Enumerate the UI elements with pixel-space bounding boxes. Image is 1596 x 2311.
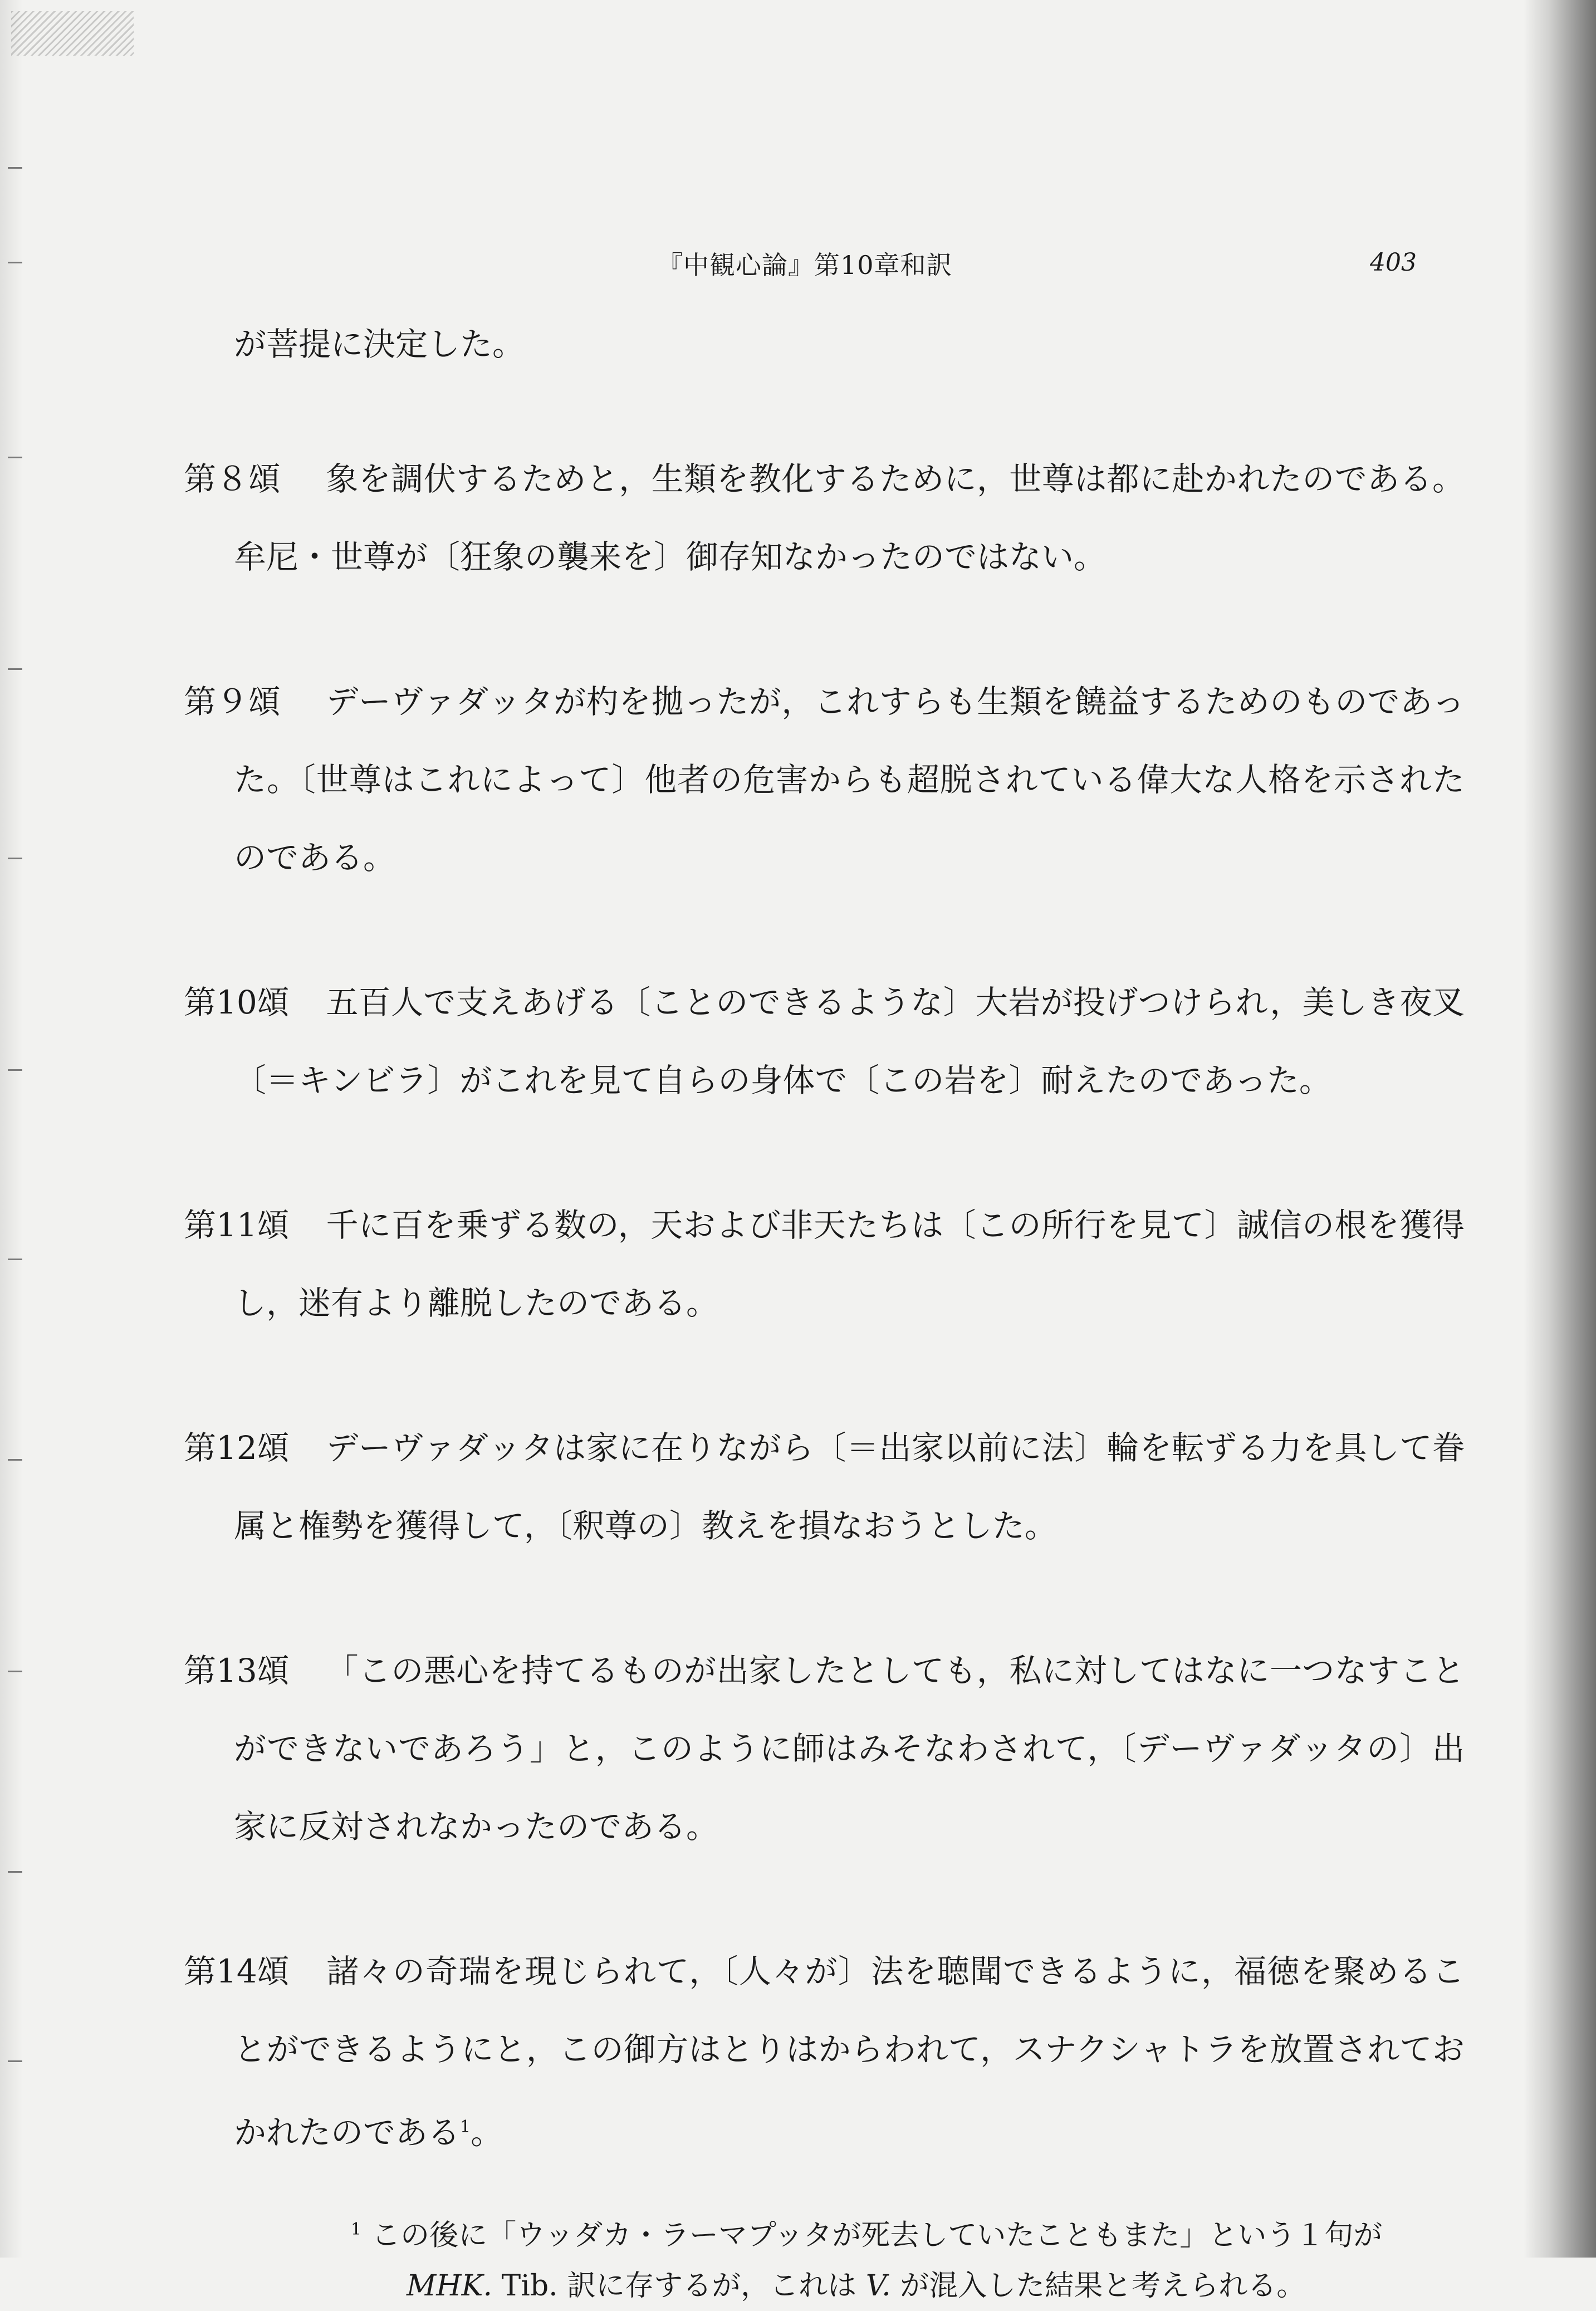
footnote [184, 2205, 1465, 2310]
page-number: 403 [1370, 248, 1417, 277]
verse-text: 「この悪心を持てるものが出家したとしても，私に対してはなに一つなすことができないであろう」と，このように師はみそなわされて，〔デーヴァダッタの〕出家に反対されなかったのである。 [234, 1652, 1465, 1845]
verse-text: 諸々の奇瑞を現じられて，〔人々が〕法を聴聞できるように，福徳を聚めることができるようにと，この御方はとりはからわれて，スナクシャトラを放置されておかれたのである [234, 1952, 1465, 2152]
scan-edge-right [1524, 0, 1596, 2258]
verse-11 [184, 1186, 1465, 1342]
running-title: 『中観心論』第10章和訳 [657, 250, 953, 280]
verse-14: 第14頌 諸々の奇瑞を現じられて，〔人々が〕法を聴聞できるように，福徳を聚めることができるようにと，この御方はとりはからわれて，スナクシャトラを放置されておかれたのである$^1$。 [184, 1932, 1465, 2171]
verse-label: 第11頌 [184, 1206, 290, 1244]
verse-text: 五百人で支えあげる〔ことのできるような〕大岩が投げつけられ，美しき夜叉〔＝キンビラ〕がこれを見て自らの身体で〔この岩を〕耐えたのであった。 [234, 983, 1465, 1099]
verse-12 [184, 1409, 1465, 1565]
verse-13 [184, 1632, 1465, 1866]
verse-label: 第14頌 [184, 1952, 290, 1990]
footnote-line-1 [351, 2205, 1465, 2260]
verse-label: 第９頌 [184, 683, 281, 721]
verse-label: 第10頌 [184, 983, 290, 1021]
footnote-text: が混入した結果と考えられる。 [890, 2269, 1306, 2303]
footnote-abbr-mhk: MHK. [407, 2269, 492, 2303]
verse-text: 千に百を乗ずる数の，天および非天たちは〔この所行を見て〕誠信の根を獲得し，迷有より離脱したのである。 [234, 1206, 1465, 1322]
verse-label: 第13頌 [184, 1652, 290, 1690]
footnote-mark: 1 [351, 2220, 362, 2240]
footnote-line-2 [351, 2261, 1465, 2311]
verse-text: デーヴァダッタが杓を拋ったが，これすらも生類を饒益するためのものであった。〔世尊はこれによって〕他者の危害からも超脱されている偉大な人格を示されたのである。 [234, 683, 1465, 877]
verse-10 [184, 963, 1465, 1119]
footnote-text: Tib. 訳に存するが，これは [492, 2269, 866, 2303]
verse-8 [184, 440, 1465, 596]
footnote-reference: 1 [460, 2117, 471, 2137]
continuation-line: が菩提に決定した。 [234, 325, 525, 363]
verse-label: 第12頌 [184, 1429, 290, 1467]
scan-corner-noise [11, 11, 134, 56]
footnote-text: この後に「ウッダカ・ラーマプッタが死去していたこともまた」という１句が [371, 2219, 1383, 2253]
verse-text: 象を調伏するためと，生類を教化するために，世尊は都に赴かれたのである。牟尼・世尊が〔狂象の襲来を〕御存知なかったのではない。 [234, 460, 1465, 576]
margin-marks [8, 167, 30, 2116]
page-body [184, 312, 1465, 2311]
verse-9 [184, 663, 1465, 897]
verse-label: 第８頌 [184, 460, 281, 498]
footnote-abbr-v: V. [865, 2269, 891, 2303]
verse-text: デーヴァダッタは家に在りながら〔＝出家以前に法〕輪を転ずる力を具して眷属と権勢を獲得して，〔釈尊の〕教えを損なおうとした。 [234, 1429, 1465, 1545]
